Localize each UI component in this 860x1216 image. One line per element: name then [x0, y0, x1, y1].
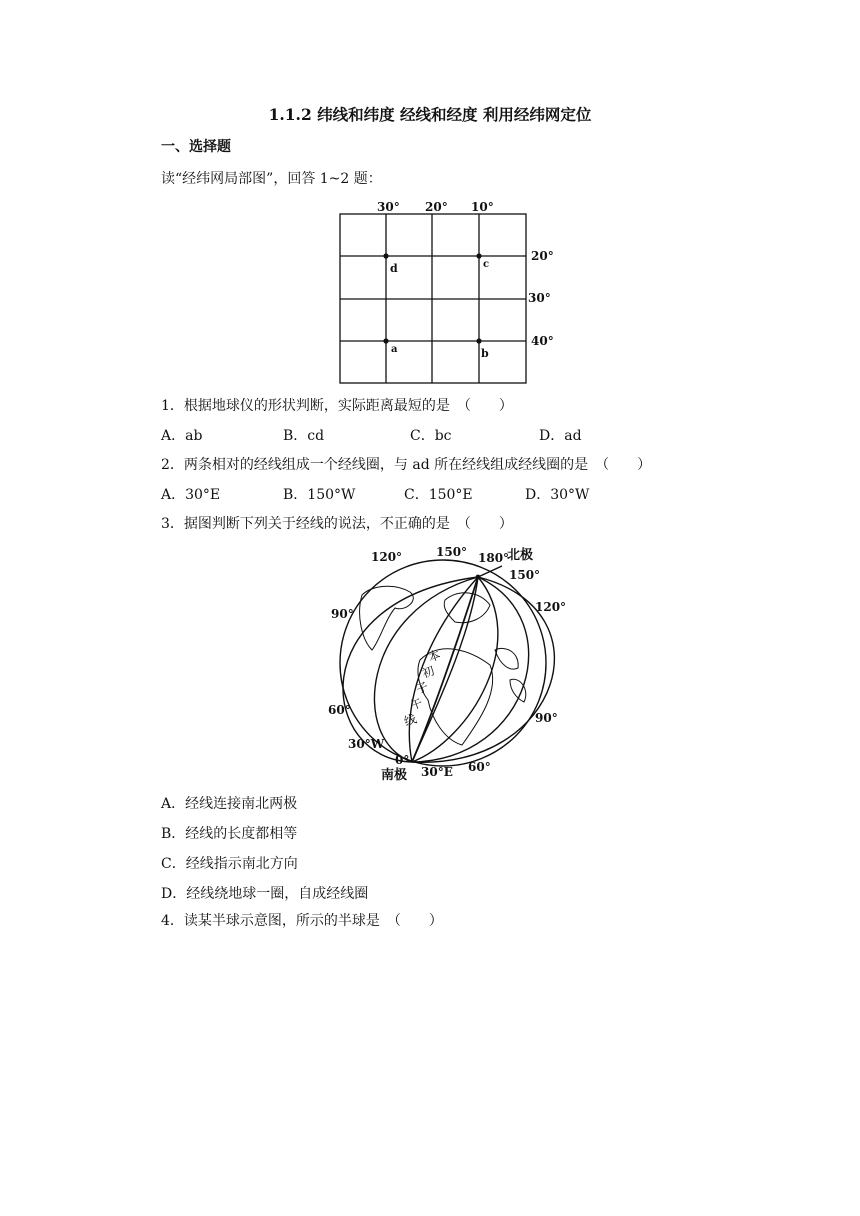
prime-meridian-char: 初 — [420, 663, 437, 681]
question-1-option-c: C．bc — [410, 428, 452, 444]
grid-right-label: 30° — [528, 291, 551, 305]
question-1-option-b: B．cd — [283, 428, 325, 444]
point-c-label: c — [483, 259, 490, 270]
section-heading: 一、选择题 — [161, 139, 231, 155]
question-2-option-a: A．30°E — [161, 487, 221, 503]
point-a-label: a — [391, 344, 398, 355]
globe-label: 150° — [436, 545, 468, 559]
intro-text: 读“经纬网局部图”，回答 1~2 题： — [161, 171, 382, 187]
globe-label: 150° — [509, 568, 541, 582]
prime-meridian-char: 午 — [408, 695, 425, 713]
meridian-line — [409, 577, 478, 762]
globe-label: 120° — [371, 550, 403, 564]
globe-label: 180° — [478, 551, 510, 565]
page-title: 1.1.2 纬线和纬度 经线和经度 利用经纬网定位 — [268, 105, 592, 124]
globe-label: 30°E — [421, 765, 453, 779]
question-2-option-d: D．30°W — [525, 487, 590, 503]
question-2-option-b: B．150°W — [283, 487, 356, 503]
grid-top-label: 10° — [471, 200, 494, 214]
globe-label: 60° — [328, 703, 351, 717]
point-b-label: b — [481, 347, 489, 360]
grid-top-label: 30° — [377, 200, 400, 214]
grid-right-label: 20° — [531, 249, 554, 263]
question-1-option-a: A．ab — [161, 428, 203, 444]
meridian-line — [343, 577, 478, 762]
prime-meridian-char: 线 — [402, 711, 419, 729]
globe-label: 90° — [331, 607, 354, 621]
globe-label: 0° — [395, 753, 410, 767]
arabia-outline — [495, 648, 518, 669]
prime-meridian-char: 子 — [414, 679, 431, 697]
question-1-option-d: D．ad — [539, 428, 582, 444]
globe-label: 30°W — [348, 737, 385, 751]
question-1-stem: 1．根据地球仪的形状判断，实际距离最短的是 （ ） — [161, 398, 513, 414]
south-pole-label: 南极 — [381, 768, 408, 783]
question-3-option-a: A．经线连接南北两极 — [161, 796, 298, 812]
grid-top-label: 20° — [425, 200, 448, 214]
europe-outline — [444, 593, 490, 623]
continent-outlines — [360, 586, 526, 745]
globe-label: 90° — [535, 711, 558, 725]
grid-right-label: 40° — [531, 334, 554, 348]
question-3-option-d: D．经线绕地球一圈，自成经线圈 — [161, 886, 369, 902]
prime-meridian-char: 本 — [426, 647, 443, 665]
point-d-label: d — [390, 262, 398, 275]
question-3-option-c: C．经线指示南北方向 — [161, 856, 298, 872]
question-2-stem: 2．两条相对的经线组成一个经线圈，与 ad 所在经线组成经线圈的是 （ ） — [161, 457, 652, 473]
north-america-outline — [360, 586, 414, 650]
question-4-stem: 4．读某半球示意图，所示的半球是 （ ） — [161, 913, 443, 929]
north-pole-label: 北极 — [507, 548, 534, 563]
globe-label: 120° — [535, 600, 567, 614]
question-2-option-c: C．150°E — [404, 487, 473, 503]
question-3-option-b: B．经线的长度都相等 — [161, 826, 298, 842]
question-3-stem: 3．据图判断下列关于经线的说法，不正确的是 （ ） — [161, 516, 513, 532]
globe-label: 60° — [468, 760, 491, 774]
north-pole-marker — [476, 575, 481, 580]
